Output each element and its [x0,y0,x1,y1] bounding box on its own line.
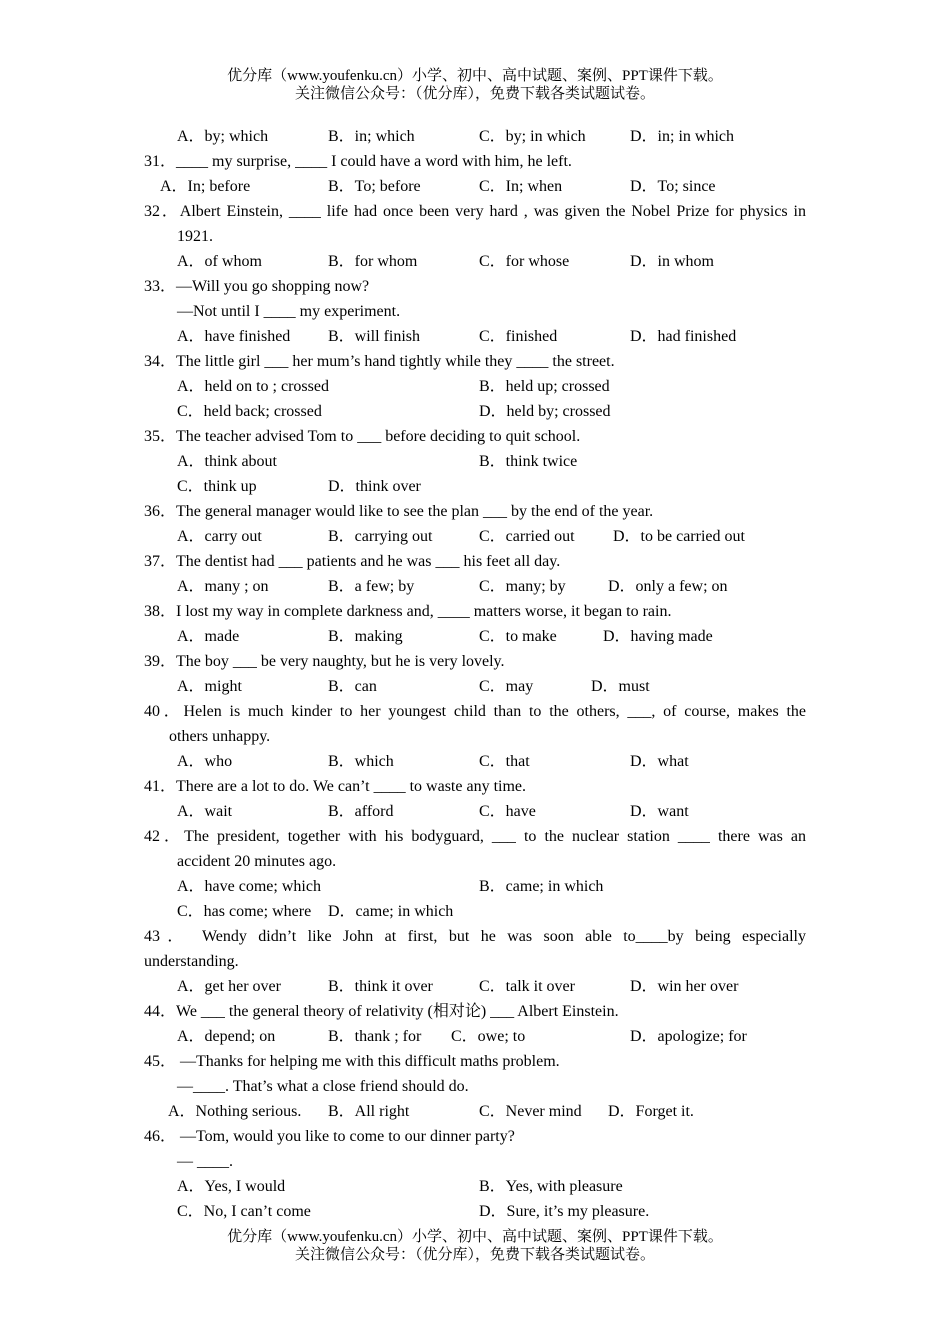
q44-stem: 44．We ___ the general theory of relativity (相对论) ___ Albert Einstein. [144,1003,619,1020]
q41-option-b: B．afford [328,803,394,820]
q35-stem: 35．The teacher advised Tom to ___ before deciding to quit school. [144,428,581,445]
q46-option-d: D．Sure, it’s my pleasure. [479,1203,650,1220]
q36-option-a: A．carry out [177,528,262,545]
q43-stem-cont: understanding. [144,953,239,970]
q34-option-d: D．held by; crossed [479,403,611,420]
q32-stem-cont: 1921. [177,228,213,245]
q45-stem: 45． —Thanks for helping me with this difficult maths problem. [144,1053,560,1070]
q42-stem-cont: accident 20 minutes ago. [177,853,337,870]
q38-option-a: A．made [177,628,240,645]
q34-option-b: B．held up; crossed [479,378,610,395]
page-footer-line2: 关注微信公众号：（优分库），免费下载各类试题试卷。 [294,1247,655,1263]
q30-option-d: D．in; in which [630,128,734,145]
q31-stem: 31．____ my surprise, ____ I could have a word with him, he left. [144,153,572,170]
q32-option-c: C．for whose [479,253,570,270]
q37-option-b: B．a few; by [328,578,415,595]
q36-option-b: B．carrying out [328,528,433,545]
q38-option-b: B．making [328,628,403,645]
q45-option-c: C．Never mind [479,1103,582,1120]
q36-option-d: D．to be carried out [613,528,745,545]
q34-stem: 34．The little girl ___ her mum’s hand tightly while they ____ the street. [144,353,615,370]
q41-option-d: D．want [630,803,689,820]
q42-option-d: D．came; in which [328,903,454,920]
q39-option-b: B．can [328,678,377,695]
q30-option-b: B．in; which [328,128,415,145]
q33-option-a: A．have finished [177,328,291,345]
q39-option-a: A．might [177,678,242,695]
q42-option-a: A．have come; which [177,878,321,895]
q35-option-a: A．think about [177,453,277,470]
q37-option-c: C．many; by [479,578,566,595]
q43-option-c: C．talk it over [479,978,575,995]
q45-stem-cont: —____. That’s what a close friend should do. [177,1078,469,1095]
q38-option-c: C．to make [479,628,557,645]
q41-option-a: A．wait [177,803,233,820]
q39-option-c: C．may [479,678,534,695]
q31-option-a: A．In; before [160,178,251,195]
q40-option-c: C．that [479,753,530,770]
q35-option-d: D．think over [328,478,421,495]
q30-option-c: C．by; in which [479,128,586,145]
q42-option-c: C．has come; where [177,903,312,920]
q33-option-c: C．finished [479,328,558,345]
q35-option-c: C．think up [177,478,257,495]
q36-stem: 36．The general manager would like to see the plan ___ by the end of the year. [144,503,654,520]
q31-option-c: C．In; when [479,178,563,195]
q40-option-a: A．who [177,753,233,770]
q37-option-d: D．only a few; on [608,578,728,595]
q43-stem: 43． Wendy didn’t like John at first, but he was soon able to____by being especially [144,928,806,945]
q44-option-b: B．thank ; for [328,1028,422,1045]
q43-option-b: B．think it over [328,978,433,995]
q38-stem: 38．I lost my way in complete darkness and, ____ matters worse, it began to rain. [144,603,672,620]
q32-option-d: D．in whom [630,253,715,270]
q46-option-c: C．No, I can’t come [177,1203,311,1220]
q33-stem: 33．—Will you go shopping now? [144,278,370,295]
q42-option-b: B．came; in which [479,878,604,895]
q44-option-c: C．owe; to [451,1028,526,1045]
q37-stem: 37．The dentist had ___ patients and he was ___ his feet all day. [144,553,561,570]
q45-option-a: A．Nothing serious. [168,1103,302,1120]
q32-stem: 32．Albert Einstein, ____ life had once been very hard , was given the Nobel Prize for physics in [144,203,806,220]
q36-option-c: C．carried out [479,528,575,545]
q39-option-d: D．must [591,678,650,695]
q31-option-b: B．To; before [328,178,421,195]
q43-option-d: D．win her over [630,978,739,995]
page-footer-line1: 优分库（www.youfenku.cn）小学、初中、高中试题、案例、PPT课件下载。 [227,1229,723,1245]
q40-option-b: B．which [328,753,394,770]
q40-stem: 40．Helen is much kinder to her youngest child than to the others, ___, of course, makes the [144,703,806,720]
q30-option-a: A．by; which [177,128,269,145]
q32-option-a: A．of whom [177,253,262,270]
q34-option-a: A．held on to ; crossed [177,378,329,395]
q35-option-b: B．think twice [479,453,578,470]
q33-stem-cont: —Not until I ____ my experiment. [177,303,401,320]
q39-stem: 39．The boy ___ be very naughty, but he is very lovely. [144,653,505,670]
page-header-line2: 关注微信公众号：（优分库），免费下载各类试题试卷。 [294,86,655,102]
q46-stem: 46． —Tom, would you like to come to our dinner party? [144,1128,515,1145]
q43-option-a: A．get her over [177,978,281,995]
q40-option-d: D．what [630,753,689,770]
q46-option-b: B．Yes, with pleasure [479,1178,623,1195]
q46-stem-cont: — ____. [177,1153,233,1170]
q46-option-a: A．Yes, I would [177,1178,286,1195]
page-header-line1: 优分库（www.youfenku.cn）小学、初中、高中试题、案例、PPT课件下载。 [227,68,723,84]
q40-stem-cont: others unhappy. [169,728,271,745]
q42-stem: 42．The president, together with his bodyguard, ___ to the nuclear station ____ there was an [144,828,806,845]
q38-option-d: D．having made [603,628,713,645]
q45-option-d: D．Forget it. [608,1103,694,1120]
q31-option-d: D．To; since [630,178,716,195]
q33-option-b: B．will finish [328,328,421,345]
q33-option-d: D．had finished [630,328,737,345]
q41-option-c: C．have [479,803,536,820]
q34-option-c: C．held back; crossed [177,403,322,420]
q44-option-a: A．depend; on [177,1028,276,1045]
q32-option-b: B．for whom [328,253,418,270]
q45-option-b: B．All right [328,1103,410,1120]
q37-option-a: A．many ; on [177,578,269,595]
q44-option-d: D．apologize; for [630,1028,747,1045]
q41-stem: 41．There are a lot to do. We can’t ____ to waste any time. [144,778,527,795]
